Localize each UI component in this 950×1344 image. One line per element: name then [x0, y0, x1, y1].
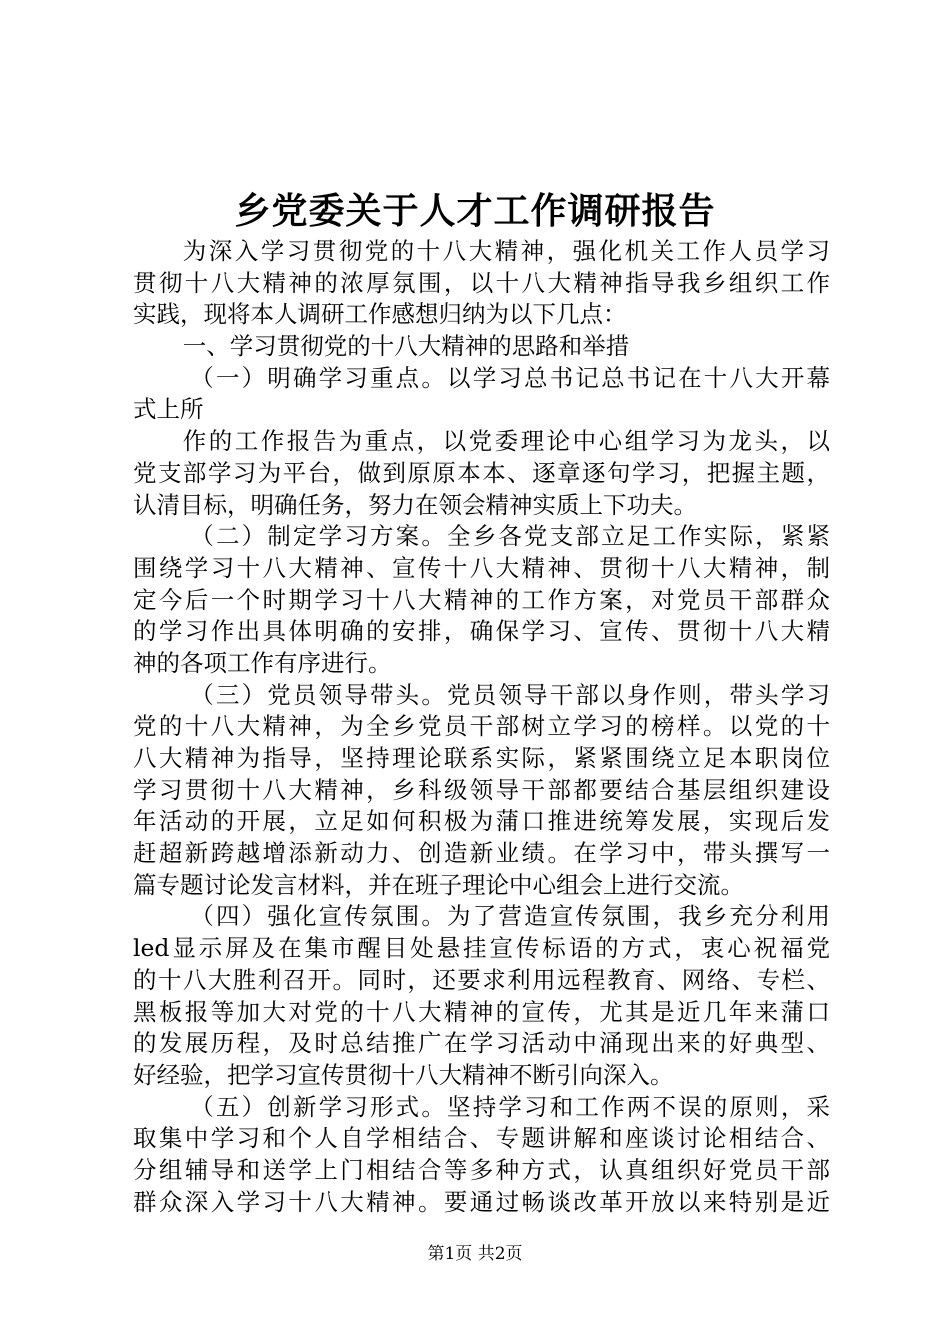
body-line: 一、学习贯彻党的十八大精神的思路和举措	[182, 332, 630, 361]
body-line: （四）强化宣传氛围。为了营造宣传氛围，我乡充分利用	[190, 902, 830, 931]
body-line: 篇专题讨论发言材料，并在班子理论中心组会上进行交流。	[133, 870, 744, 899]
body-line: 实践，现将本人调研工作感想归纳为以下几点：	[133, 300, 627, 329]
body-line: 好经验，把学习宣传贯彻十八大精神不断引向深入。	[133, 1060, 674, 1089]
body-line: （三）党员领导带头。党员领导干部以身作则，带头学习	[190, 680, 830, 709]
document-body	[133, 236, 830, 1218]
body-line: 定今后一个时期学习十八大精神的工作方案，对党员干部群众	[133, 585, 830, 614]
body-line: 赶超新跨越增添新动力、创造新业绩。在学习中，带头撰写一	[133, 839, 830, 868]
page-footer: 第1页 共2页	[427, 1244, 523, 1264]
body-line: 分组辅导和送学上门相结合等多种方式，认真组织好党员干部	[133, 1155, 830, 1184]
body-line: 的十八大胜利召开。同时，还要求利用远程教育、网络、专栏、	[133, 965, 830, 994]
body-line: 神的各项工作有序进行。	[133, 648, 392, 677]
body-line: 贯彻十八大精神的浓厚氛围，以十八大精神指导我乡组织工作	[133, 268, 830, 297]
body-line: 作的工作报告为重点，以党委理论中心组学习为龙头，以	[182, 427, 830, 456]
body-line: 八大精神为指导，坚持理论联系实际，紧紧围绕立足本职岗位	[133, 744, 830, 772]
body-line: （五）创新学习形式。坚持学习和工作两不误的原则，采	[190, 1092, 830, 1121]
body-line: 年活动的开展，立足如何积极为蒲口推进统筹发展，实现后发	[133, 807, 830, 836]
body-line: 式上所	[133, 395, 204, 424]
body-line: 认清目标，明确任务，努力在领会精神实质上下功夫。	[133, 490, 697, 519]
body-line: 黑板报等加大对党的十八大精神的宣传，尤其是近几年来蒲口	[133, 997, 830, 1026]
body-line: 群众深入学习十八大精神。要通过畅谈改革开放以来特别是近	[133, 1187, 830, 1216]
body-line: 的发展历程，及时总结推广在学习活动中涌现出来的好典型、	[133, 1029, 830, 1058]
body-line: 党的十八大精神，为全乡党员干部树立学习的榜样。以党的十	[133, 712, 830, 741]
document-title: 乡党委关于人才工作调研报告	[234, 190, 716, 232]
body-line: 学习贯彻十八大精神，乡科级领导干部都要结合基层组织建设	[133, 775, 830, 804]
body-line: 为深入学习贯彻党的十八大精神，强化机关工作人员学习	[182, 237, 830, 265]
body-line: 党支部学习为平台，做到原原本本、逐章逐句学习，把握主题，	[133, 458, 830, 487]
body-line: （一）明确学习重点。以学习总书记总书记在十八大开幕	[190, 363, 830, 392]
body-line: 取集中学习和个人自学相结合、专题讲解和座谈讨论相结合、	[133, 1124, 830, 1153]
body-line: 的学习作出具体明确的安排，确保学习、宣传、贯彻十八大精	[133, 617, 830, 646]
body-line: led显示屏及在集市醒目处悬挂宣传标语的方式，衷心祝福党	[133, 934, 830, 963]
body-line: （二）制定学习方案。全乡各党支部立足工作实际，紧紧	[190, 522, 830, 551]
body-line: 围绕学习十八大精神、宣传十八大精神、贯彻十八大精神，制	[133, 553, 830, 582]
